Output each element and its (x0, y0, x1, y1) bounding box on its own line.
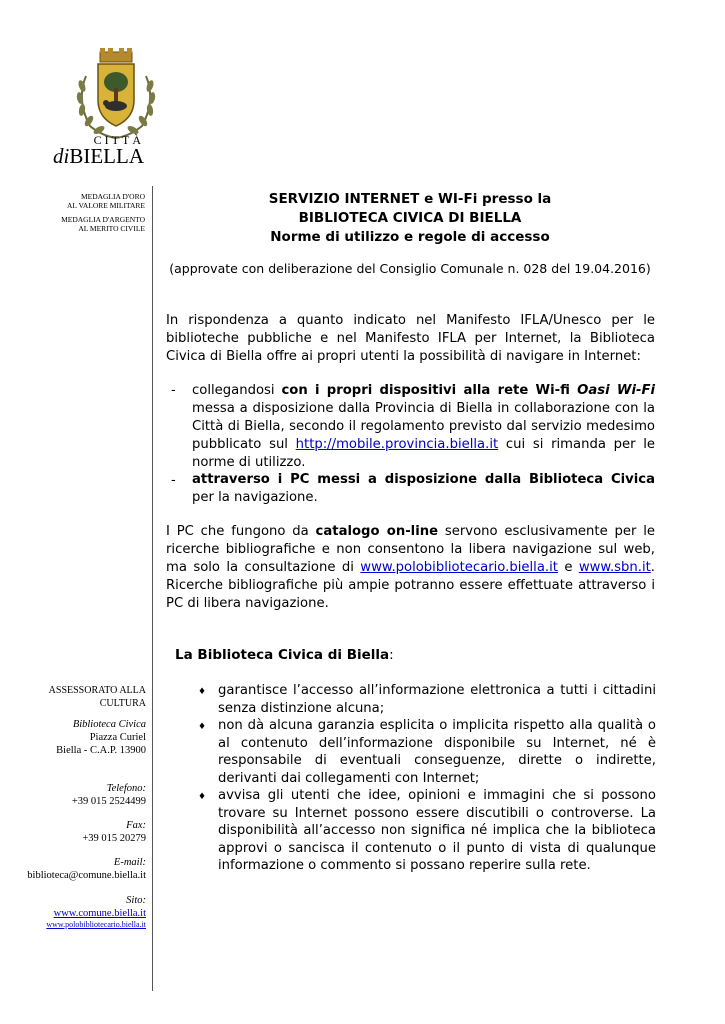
fax-block (10, 819, 146, 845)
dash-item-1-pre: collegandosi (192, 383, 282, 398)
city-crest-logo (72, 48, 160, 140)
sbn-link[interactable]: www.sbn.it (578, 560, 651, 575)
department-name (10, 684, 146, 710)
diamond-item-1: garantisce l’accesso all’informazione elettronica a tutti i cittadini senza distinzione alcuna; (218, 683, 656, 716)
silver-medal-line2: AL MERITO CIVILE (78, 224, 145, 233)
catalog-bold: catalogo on-line (315, 524, 439, 539)
city-name (20, 144, 144, 169)
department-line2: CULTURA (99, 698, 146, 709)
gold-medal-line2: AL VALORE MILITARE (66, 201, 145, 210)
library-address (10, 718, 146, 757)
title-line-1: SERVIZIO INTERNET e WI-Fi presso la (268, 191, 552, 207)
gold-medal-note (10, 192, 145, 210)
diamond-item-3: avvisa gli utenti che idee, opinioni e immagini che si possono trovare su Internet possono essere discutibili o controverse. La disponibilità all’accesso non significa né implica che la biblioteca approvi o sancisca il contenuto o il punto di vista di qualunque informazione o commento si possano reperire sulla rete. (218, 788, 656, 873)
diamond-bullet-icon: ♦ (198, 687, 207, 697)
department-line1: ASSESSORATO ALLA (48, 685, 146, 696)
dash-item-1-post: cui si rimanda per le norme di utilizzo. (192, 437, 655, 470)
phone-block (10, 782, 146, 808)
provincia-link[interactable]: http://mobile.provincia.biella.it (295, 437, 499, 452)
address-city: Biella - C.A.P. 13900 (56, 745, 146, 756)
email-value: biblioteca@comune.biella.it (27, 870, 146, 881)
oasi-wifi-label: Oasi Wi-Fi (577, 383, 655, 398)
fax-value: +39 015 20279 (82, 833, 146, 844)
diamond-bullet-icon: ♦ (198, 792, 207, 802)
library-name: Biblioteca Civica (72, 719, 146, 730)
dash-item-1-bold: con i propri dispositivi alla rete Wi-fi (281, 383, 578, 398)
city-label: CITTÀ (93, 133, 144, 147)
dash-item-2-post: per la navigazione. (192, 490, 318, 505)
diamond-item-2: non dà alcuna garanzia esplicita o implicita rispetto alla qualità o al contenuto dell’informazione disponibile su Internet, né è responsabile di eventuali conseguenze, dirette o indirette, derivanti dai collegamenti con Internet; (218, 718, 656, 786)
address-street: Piazza Curiel (89, 732, 146, 743)
document-title (166, 190, 654, 247)
dash-item-2 (192, 471, 655, 507)
catalog-mid2: e (557, 560, 579, 575)
fax-label: Fax: (126, 820, 146, 831)
catalog-post: . Ricerche bibliografiche più ampie potranno essere effettuate attraverso i PC di libera navigazione. (166, 560, 655, 611)
sidebar-divider (152, 186, 153, 991)
library-subheading (175, 647, 394, 663)
email-block (10, 856, 146, 882)
dash-item-1 (192, 382, 655, 472)
email-label: E-mail: (113, 857, 146, 868)
title-line-2: BIBLIOTECA CIVICA DI BIELLA (298, 210, 522, 226)
catalog-paragraph (166, 523, 655, 613)
silver-medal-note (10, 215, 145, 233)
dash-item-1-mid: messa a disposizione dalla Provincia di Biella in collaborazione con la Città di Biella, secondo il regolamento previsto dal servizio medesimo pubblicato sul (192, 401, 655, 452)
approval-note: (approvate con deliberazione del Consiglio Comunale n. 028 del 19.04.2016) (169, 261, 651, 276)
library-subheading-colon: : (389, 647, 394, 663)
library-subheading-bold: La Biblioteca Civica di Biella (175, 647, 390, 663)
catalog-pre: I PC che fungono da (166, 524, 316, 539)
website-label: Sito: (126, 895, 146, 906)
comune-website-link[interactable]: www.comune.biella.it (53, 908, 146, 919)
gold-medal-line1: MEDAGLIA D'ORO (80, 192, 145, 201)
phone-label: Telefono: (106, 783, 146, 794)
silver-medal-line1: MEDAGLIA D'ARGENTO (61, 215, 145, 224)
dash-item-2-bold: attraverso i PC messi a disposizione dalla Biblioteca Civica (192, 472, 655, 487)
dash-marker-1: - (171, 383, 176, 398)
polo-website-link[interactable]: www.polobibliotecario.biella.it (46, 920, 146, 929)
city-name-main: BIELLA (69, 144, 144, 168)
city-name-prefix: di (53, 144, 70, 168)
diamond-bullet-icon: ♦ (198, 722, 207, 732)
phone-value: +39 015 2524499 (71, 796, 146, 807)
title-line-3: Norme di utilizzo e regole di accesso (270, 229, 550, 245)
catalog-mid1: servono esclusivamente per le ricerche bibliografiche e non consentono la libera navigazione sul web, ma solo la consultazione di (166, 524, 655, 575)
polo-bibliotecario-link[interactable]: www.polobibliotecario.biella.it (360, 560, 558, 575)
dash-marker-2: - (171, 473, 176, 488)
website-block (10, 894, 146, 929)
intro-paragraph: In rispondenza a quanto indicato nel Manifesto IFLA/Unesco per le biblioteche pubbliche e nel Manifesto IFLA per Internet, la Biblioteca Civica di Biella offre ai propri utenti la possibilità di navigare in Internet: (166, 313, 655, 364)
